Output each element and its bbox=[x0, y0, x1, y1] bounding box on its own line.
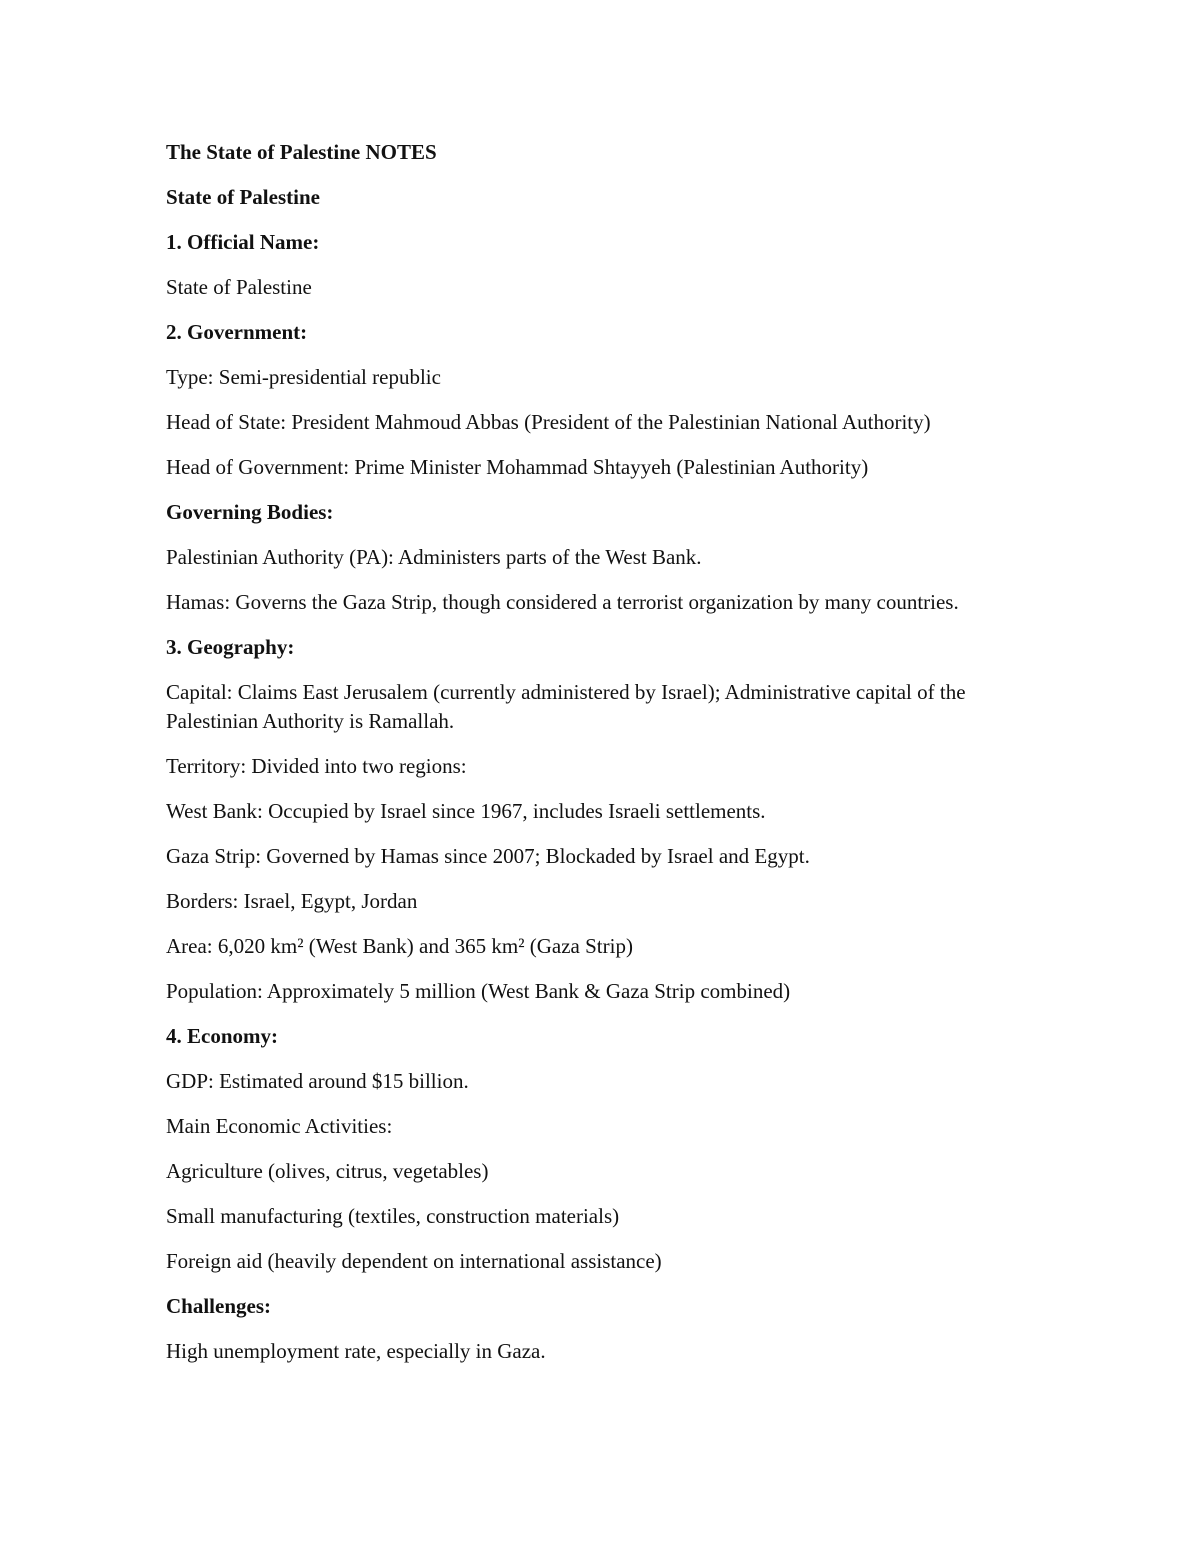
geography-gaza-strip: Gaza Strip: Governed by Hamas since 2007; Blockaded by Israel and Egypt. bbox=[166, 844, 810, 868]
governing-body-hamas: Hamas: Governs the Gaza Strip, though considered a terrorist organization by many countries. bbox=[166, 590, 959, 614]
economy-manufacturing: Small manufacturing (textiles, construction materials) bbox=[166, 1204, 620, 1228]
geography-population: Population: Approximately 5 million (West Bank & Gaza Strip combined) bbox=[166, 979, 791, 1003]
section-heading-official-name: 1. Official Name: bbox=[166, 230, 320, 254]
geography-borders: Borders: Israel, Egypt, Jordan bbox=[166, 889, 418, 913]
document-title: The State of Palestine NOTES bbox=[166, 140, 437, 164]
official-name-value: State of Palestine bbox=[166, 275, 312, 299]
geography-capital: Capital: Claims East Jerusalem (currently administered by Israel); Administrative capital of the Palestinian Authority is Ramallah. bbox=[166, 680, 966, 733]
governing-body-pa: Palestinian Authority (PA): Administers parts of the West Bank. bbox=[166, 545, 702, 569]
economy-agriculture: Agriculture (olives, citrus, vegetables) bbox=[166, 1159, 489, 1183]
document-body bbox=[166, 138, 1046, 1382]
geography-area: Area: 6,020 km² (West Bank) and 365 km² (Gaza Strip) bbox=[166, 934, 633, 958]
economy-gdp: GDP: Estimated around $15 billion. bbox=[166, 1069, 469, 1093]
head-of-state: Head of State: President Mahmoud Abbas (President of the Palestinian National Authority) bbox=[166, 410, 931, 434]
governing-bodies-heading: Governing Bodies: bbox=[166, 500, 334, 524]
government-type: Type: Semi-presidential republic bbox=[166, 365, 441, 389]
economy-unemployment: High unemployment rate, especially in Gaza. bbox=[166, 1339, 546, 1363]
economy-activities-heading: Main Economic Activities: bbox=[166, 1114, 393, 1138]
geography-west-bank: West Bank: Occupied by Israel since 1967, includes Israeli settlements. bbox=[166, 799, 766, 823]
geography-territory: Territory: Divided into two regions: bbox=[166, 754, 467, 778]
head-of-government: Head of Government: Prime Minister Mohammad Shtayyeh (Palestinian Authority) bbox=[166, 455, 869, 479]
economy-challenges-heading: Challenges: bbox=[166, 1294, 271, 1318]
economy-foreign-aid: Foreign aid (heavily dependent on international assistance) bbox=[166, 1249, 662, 1273]
section-heading-government: 2. Government: bbox=[166, 320, 308, 344]
section-heading-economy: 4. Economy: bbox=[166, 1024, 278, 1048]
document-subtitle: State of Palestine bbox=[166, 185, 320, 209]
section-heading-geography: 3. Geography: bbox=[166, 635, 295, 659]
